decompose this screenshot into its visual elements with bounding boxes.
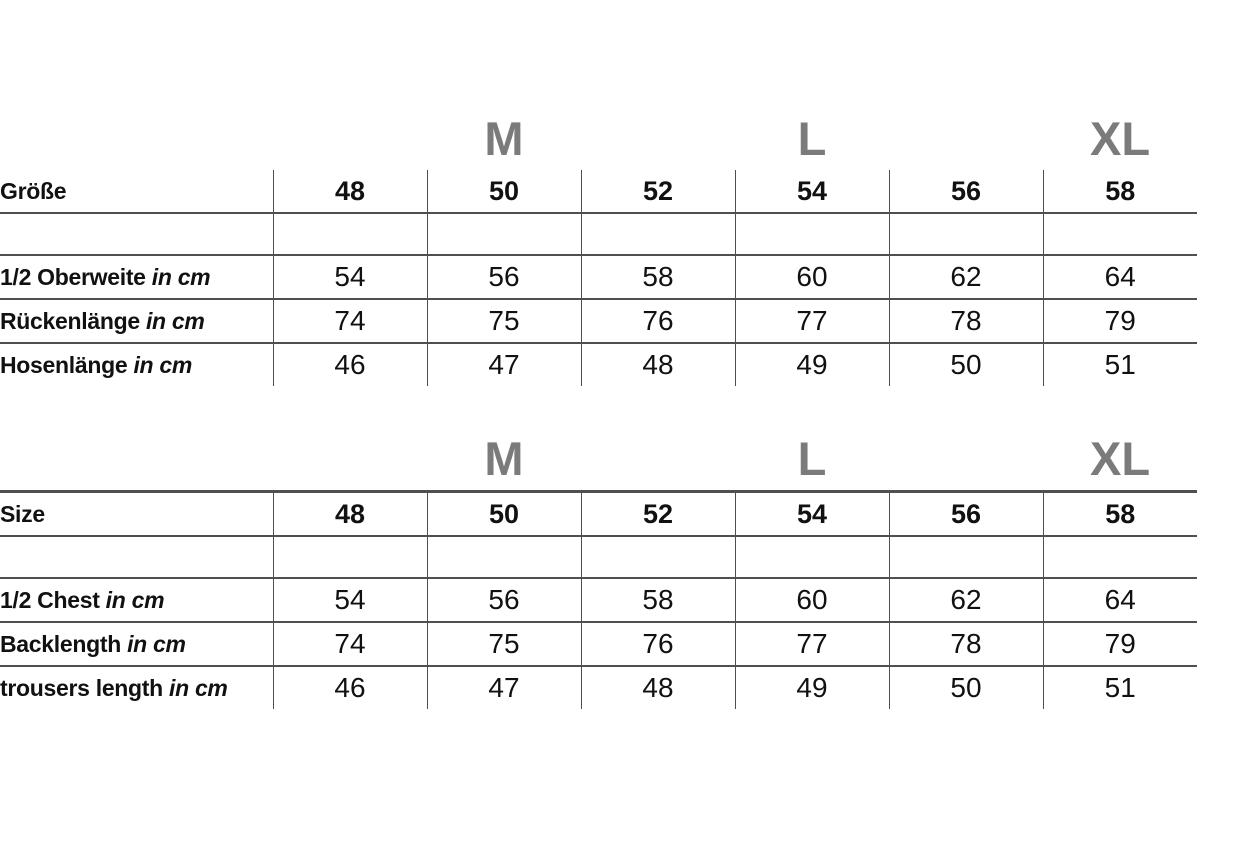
table-row-backlength: [0, 622, 1197, 666]
value-cell: 62: [889, 578, 1043, 622]
size-table: [0, 170, 1197, 386]
row-label-backlength: Backlength in cm: [0, 630, 186, 657]
value-cell: 46: [273, 343, 427, 386]
table-row-hosenlaenge: [0, 343, 1197, 386]
row-label-chest: 1/2 Chest in cm: [0, 586, 165, 613]
value-cell: 79: [1043, 299, 1197, 343]
size-group-header-row: [0, 100, 1197, 165]
size-group-l-label: L: [797, 112, 827, 165]
value-cell: 47: [427, 666, 581, 709]
empty-cell: [427, 536, 581, 578]
value-cell: 49: [735, 666, 889, 709]
size-cell: 58: [1043, 170, 1197, 213]
size-table: [0, 490, 1197, 709]
table-row-chest: [0, 578, 1197, 622]
size-group-header-row: [0, 420, 1197, 485]
table-row-spacer: [0, 536, 1197, 578]
value-cell: 50: [889, 343, 1043, 386]
empty-cell: [0, 536, 273, 578]
size-table-english: [0, 420, 1197, 709]
value-cell: 64: [1043, 578, 1197, 622]
size-cell: 58: [1043, 492, 1197, 537]
empty-cell: [889, 213, 1043, 255]
size-cell: 54: [735, 492, 889, 537]
size-cell: 56: [889, 170, 1043, 213]
size-cell: 54: [735, 170, 889, 213]
value-cell: 58: [581, 578, 735, 622]
row-label-oberweite: 1/2 Oberweite in cm: [0, 263, 211, 290]
size-table-german: [0, 100, 1197, 386]
value-cell: 51: [1043, 343, 1197, 386]
empty-cell: [427, 213, 581, 255]
value-cell: 56: [427, 255, 581, 299]
value-cell: 74: [273, 299, 427, 343]
empty-cell: [735, 213, 889, 255]
value-cell: 50: [889, 666, 1043, 709]
row-label-hosenlaenge: Hosenlänge in cm: [0, 351, 193, 378]
empty-cell: [273, 213, 427, 255]
value-cell: 75: [427, 299, 581, 343]
value-cell: 48: [581, 343, 735, 386]
value-cell: 48: [581, 666, 735, 709]
size-cell: 52: [581, 170, 735, 213]
table-row-groesse: [0, 170, 1197, 213]
size-group-xl-label: XL: [1089, 112, 1151, 165]
size-cell: 50: [427, 170, 581, 213]
size-group-l-label: L: [797, 432, 827, 485]
size-group-m-label: M: [484, 432, 524, 485]
value-cell: 58: [581, 255, 735, 299]
value-cell: 78: [889, 299, 1043, 343]
value-cell: 76: [581, 622, 735, 666]
empty-cell: [581, 213, 735, 255]
table-row-size: [0, 492, 1197, 537]
row-label-rueckenlaenge: Rückenlänge in cm: [0, 307, 205, 334]
value-cell: 77: [735, 622, 889, 666]
value-cell: 78: [889, 622, 1043, 666]
value-cell: 51: [1043, 666, 1197, 709]
empty-cell: [1043, 536, 1197, 578]
row-label-trousers-length: trousers length in cm: [0, 674, 228, 701]
value-cell: 60: [735, 255, 889, 299]
value-cell: 74: [273, 622, 427, 666]
table-row-trousers-length: [0, 666, 1197, 709]
value-cell: 49: [735, 343, 889, 386]
empty-cell: [735, 536, 889, 578]
value-cell: 76: [581, 299, 735, 343]
value-cell: 77: [735, 299, 889, 343]
row-label-groesse: Größe: [0, 177, 67, 204]
value-cell: 75: [427, 622, 581, 666]
table-row-rueckenlaenge: [0, 299, 1197, 343]
empty-cell: [889, 536, 1043, 578]
value-cell: 79: [1043, 622, 1197, 666]
value-cell: 60: [735, 578, 889, 622]
empty-cell: [1043, 213, 1197, 255]
size-cell: 48: [273, 492, 427, 537]
size-group-m-label: M: [484, 112, 524, 165]
value-cell: 64: [1043, 255, 1197, 299]
value-cell: 54: [273, 255, 427, 299]
value-cell: 46: [273, 666, 427, 709]
empty-cell: [273, 536, 427, 578]
table-row-oberweite: [0, 255, 1197, 299]
value-cell: 47: [427, 343, 581, 386]
size-cell: 52: [581, 492, 735, 537]
size-cell: 56: [889, 492, 1043, 537]
empty-cell: [0, 213, 273, 255]
table-row-spacer: [0, 213, 1197, 255]
value-cell: 54: [273, 578, 427, 622]
value-cell: 62: [889, 255, 1043, 299]
size-group-xl-label: XL: [1089, 432, 1151, 485]
size-cell: 50: [427, 492, 581, 537]
row-label-size: Size: [0, 500, 45, 527]
empty-cell: [581, 536, 735, 578]
size-cell: 48: [273, 170, 427, 213]
value-cell: 56: [427, 578, 581, 622]
